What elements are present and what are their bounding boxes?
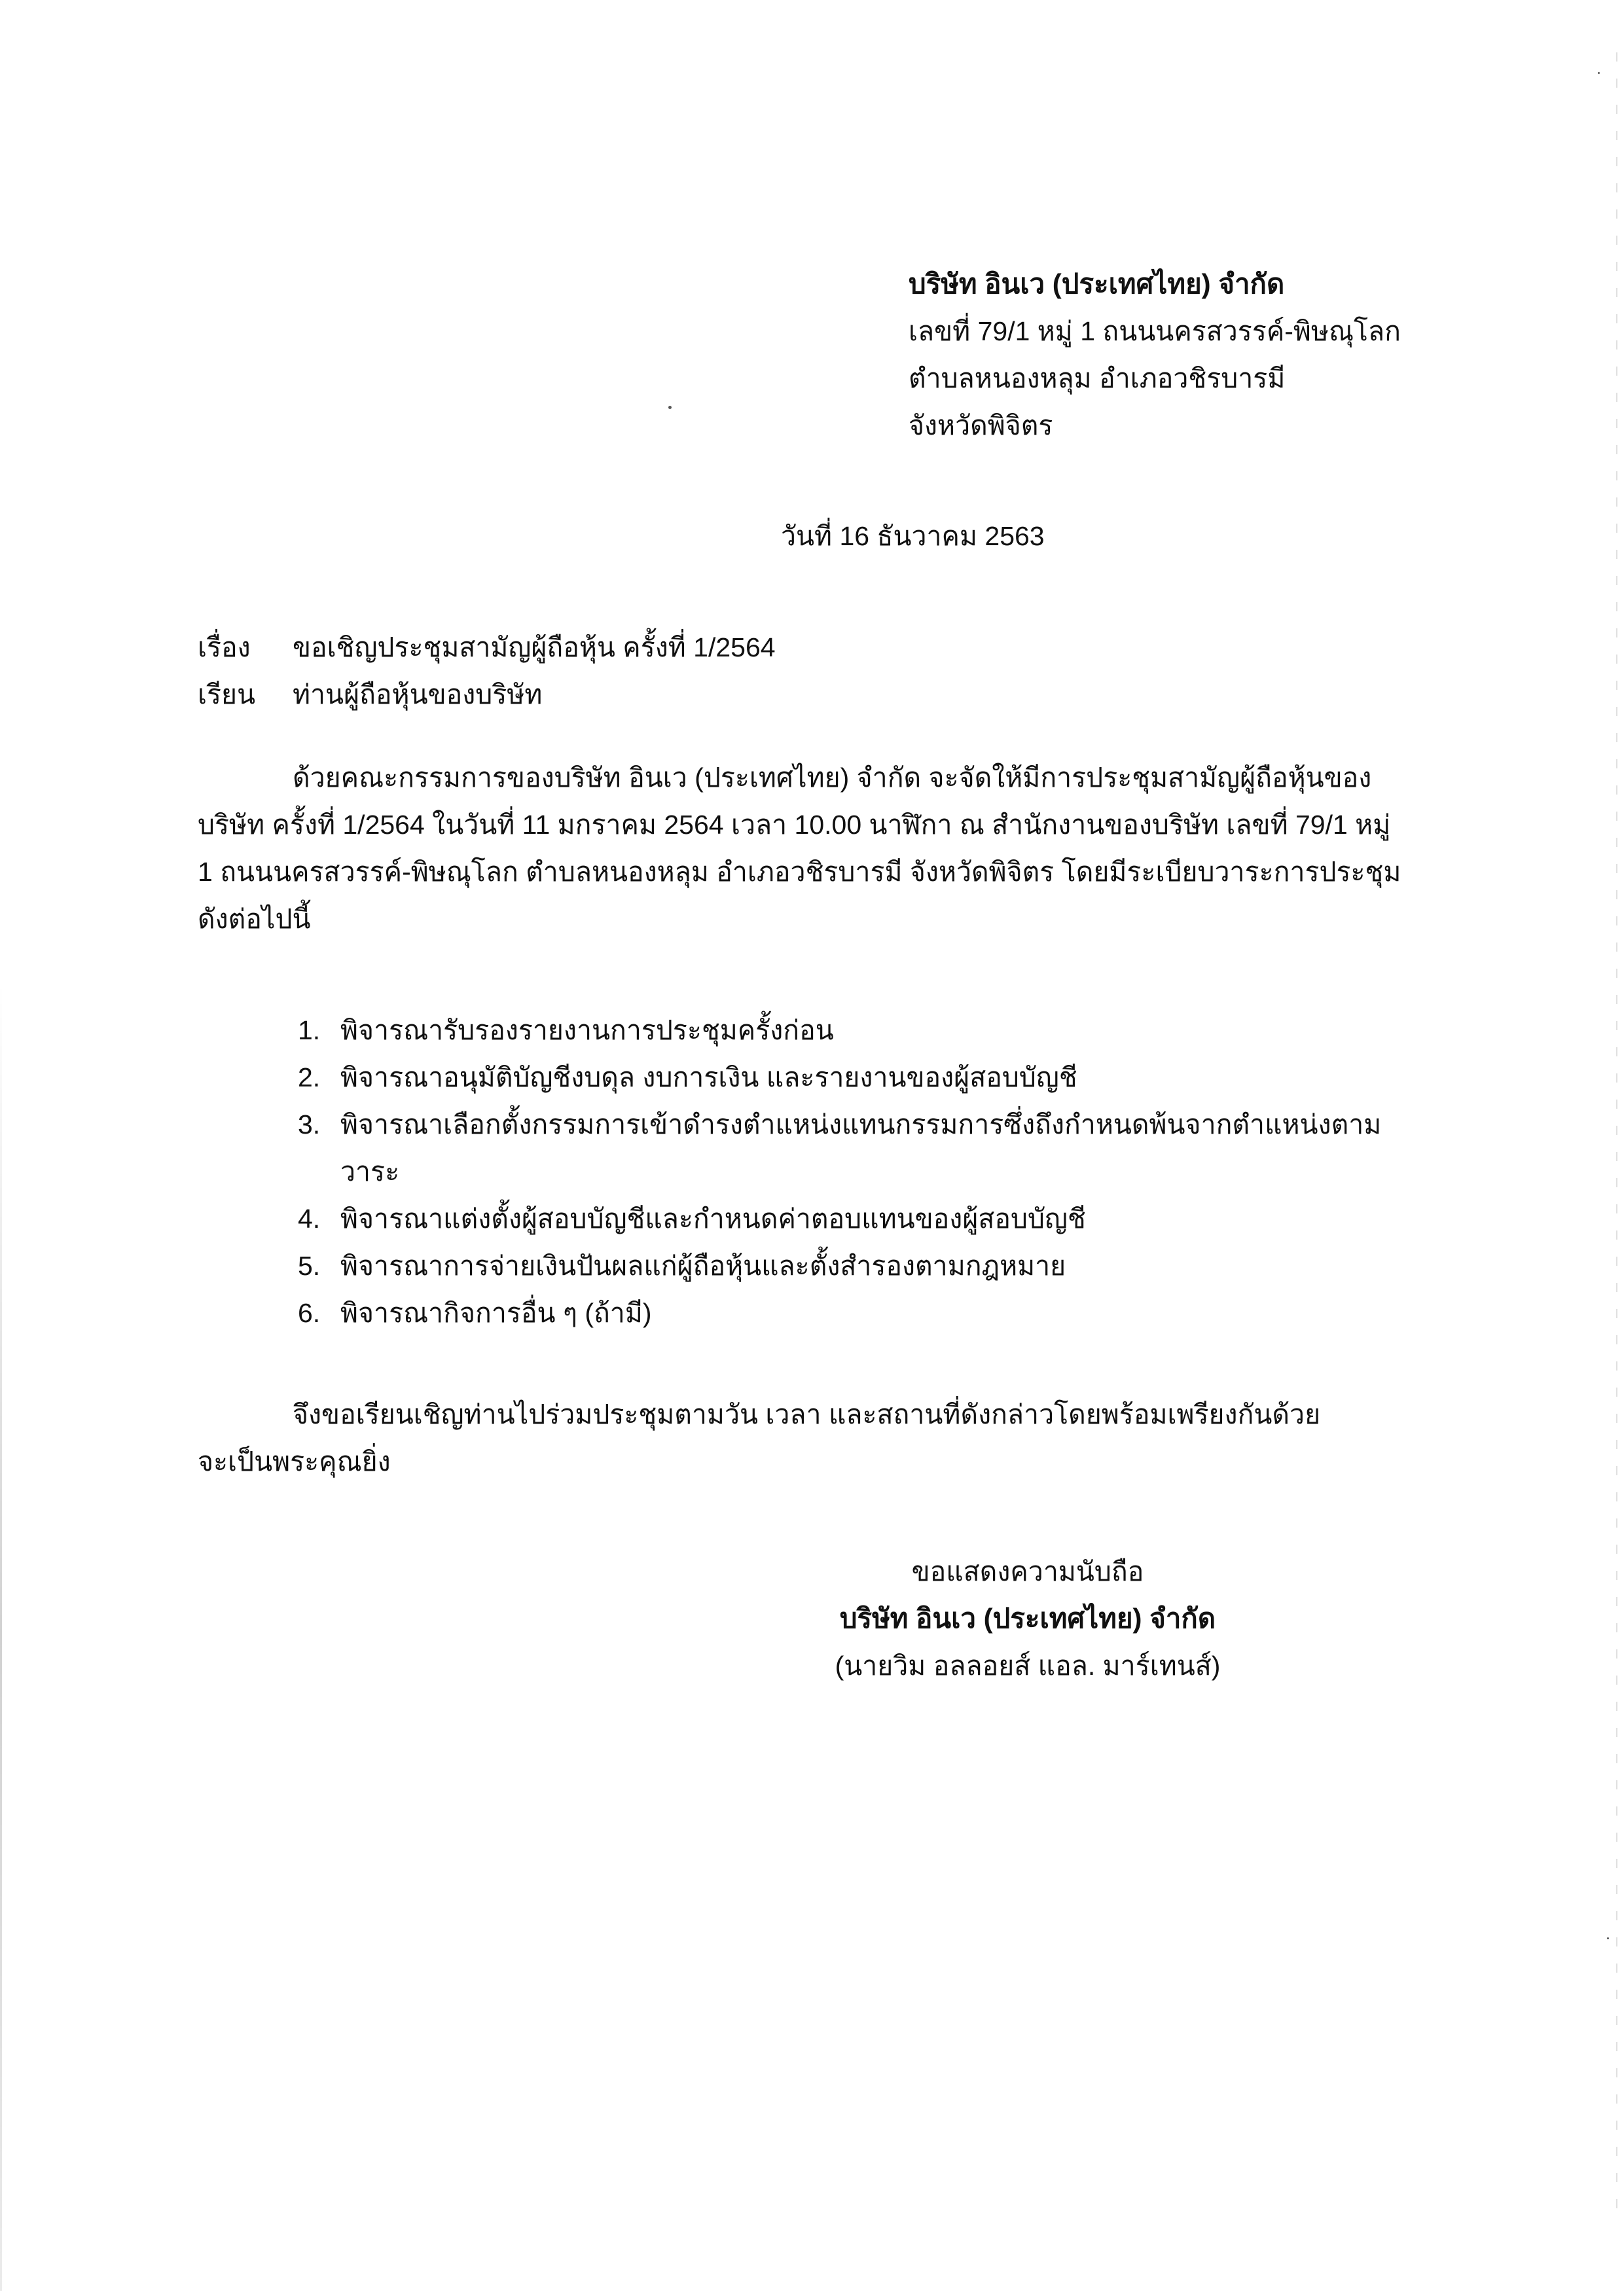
sender-company: บริษัท อินเว (ประเทศไทย) จำกัด: [909, 268, 1285, 299]
signature-block: [779, 1548, 1276, 1689]
recipient-row: [198, 671, 776, 718]
agenda-number: 2.: [298, 1062, 321, 1092]
agenda-number: 5.: [298, 1251, 321, 1281]
agenda-number: 3.: [298, 1109, 321, 1139]
agenda-number: 6.: [298, 1298, 321, 1328]
sender-address-line: เลขที่ 79/1 หมู่ 1 ถนนนครสวรรค์-พิษณุโลก: [909, 316, 1401, 346]
scan-speck: [668, 406, 672, 409]
recipient-value: ท่านผู้ถือหุ้นของบริษัท: [293, 679, 543, 709]
letter-date: วันที่ 16 ธันวาคม 2563: [781, 521, 1045, 551]
agenda-item: [298, 1195, 1427, 1242]
agenda-item: [298, 1242, 1427, 1289]
agenda-item: [298, 1007, 1427, 1054]
agenda-text: พิจารณากิจการอื่น ๆ (ถ้ามี): [340, 1298, 652, 1328]
agenda-number: 4.: [298, 1204, 321, 1234]
signature-company: บริษัท อินเว (ประเทศไทย) จำกัด: [839, 1603, 1216, 1634]
scan-speck: [1607, 1937, 1609, 1939]
closing-line: จึงขอเรียนเชิญท่านไปร่วมประชุมตามวัน เวลา และสถานที่ดังกล่าวโดยพร้อมเพรียงกันด้วย: [293, 1399, 1321, 1429]
scan-edge-mark: [0, 982, 2, 2291]
salutation: ขอแสดงความนับถือ: [911, 1556, 1144, 1587]
agenda-text: พิจารณาอนุมัติบัญชีงบดุล งบการเงิน และรายงานของผู้สอบบัญชี: [340, 1062, 1077, 1092]
closing-line: จะเป็นพระคุณยิ่ง: [198, 1446, 391, 1477]
agenda-item: [298, 1289, 1427, 1336]
signatory-name: (นายวิม อลลอยส์ แอล. มาร์เทนส์): [835, 1651, 1221, 1681]
agenda-text: พิจารณารับรองรายงานการประชุมครั้งก่อน: [340, 1015, 834, 1045]
agenda-text: พิจารณาการจ่ายเงินปันผลแก่ผู้ถือหุ้นและตั้งสำรองตามกฎหมาย: [340, 1251, 1066, 1281]
letter-meta: [198, 624, 776, 718]
agenda-item: [298, 1101, 1427, 1195]
agenda-number: 1.: [298, 1015, 321, 1045]
body-line: 1 ถนนนครสวรรค์-พิษณุโลก ตำบลหนองหลุม อำเภอวชิรบารมี จังหวัดพิจิตร โดยมีระเบียบวาระการประชุม: [198, 857, 1401, 887]
sender-block: [909, 260, 1401, 449]
subject-value: ขอเชิญประชุมสามัญผู้ถือหุ้น ครั้งที่ 1/2564: [293, 632, 776, 662]
closing-paragraph: [198, 1391, 1427, 1485]
agenda-text: พิจารณาเลือกตั้งกรรมการเข้าดำรงตำแหน่งแทนกรรมการซึ่งถึงกำหนดพ้นจากตำแหน่งตาม: [340, 1109, 1382, 1139]
scan-edge-mark: [1616, 52, 1617, 2212]
body-line: ดังต่อไปนี้: [198, 904, 311, 934]
sender-address-line: จังหวัดพิจิตร: [909, 410, 1053, 440]
agenda-text-continuation: วาระ: [340, 1157, 400, 1187]
body-line: ด้วยคณะกรรมการของบริษัท อินเว (ประเทศไทย) จำกัด จะจัดให้มีการประชุมสามัญผู้ถือหุ้นของ: [293, 762, 1372, 793]
body-paragraph: [198, 754, 1427, 942]
agenda-list: [298, 1007, 1427, 1336]
subject-label: เรื่อง: [198, 632, 251, 662]
recipient-label: เรียน: [198, 679, 256, 709]
agenda-item: [298, 1054, 1427, 1101]
scan-speck: [1598, 72, 1600, 74]
sender-address-line: ตำบลหนองหลุม อำเภอวชิรบารมี: [909, 363, 1286, 393]
body-line: บริษัท ครั้งที่ 1/2564 ในวันที่ 11 มกราคม 2564 เวลา 10.00 นาฬิกา ณ สำนักงานของบริษัท เลขที่ 79/1 หมู่: [198, 810, 1391, 840]
subject-row: [198, 624, 776, 671]
agenda-text: พิจารณาแต่งตั้งผู้สอบบัญชีและกำหนดค่าตอบแทนของผู้สอบบัญชี: [340, 1204, 1086, 1234]
